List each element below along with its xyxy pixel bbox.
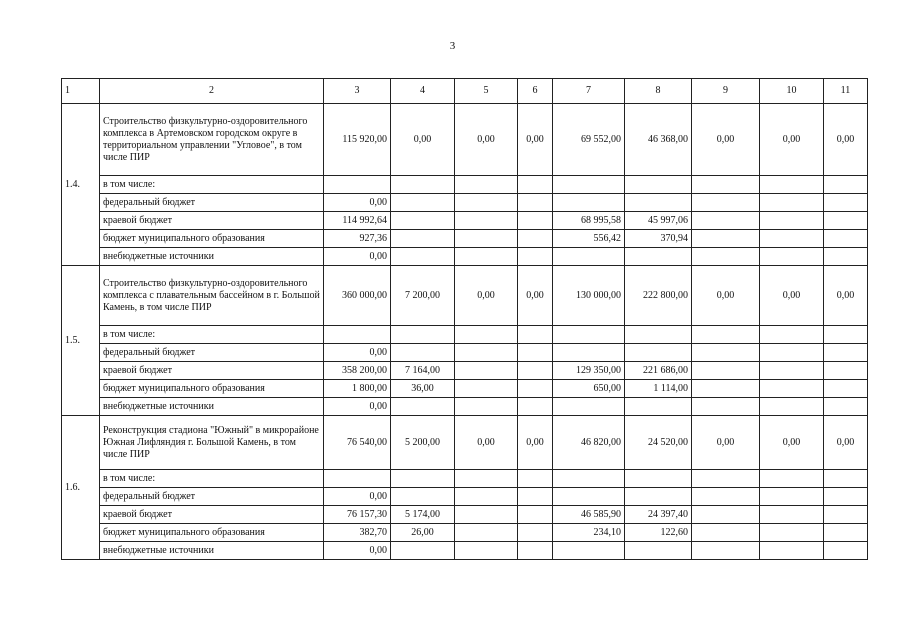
amount-cell — [553, 176, 625, 194]
total-cell: 46 368,00 — [625, 104, 692, 176]
amount-cell — [391, 488, 455, 506]
column-header: 2 — [100, 79, 324, 104]
amount-cell — [824, 194, 868, 212]
amount-cell — [625, 542, 692, 560]
amount-cell — [553, 194, 625, 212]
total-cell: 0,00 — [518, 104, 553, 176]
column-number-row — [62, 79, 868, 104]
amount-cell — [518, 506, 553, 524]
amount-cell — [324, 176, 391, 194]
amount-cell — [760, 380, 824, 398]
amount-cell — [455, 326, 518, 344]
amount-cell — [455, 176, 518, 194]
amount-cell: 0,00 — [324, 488, 391, 506]
amount-cell — [625, 398, 692, 416]
total-cell: 0,00 — [692, 104, 760, 176]
amount-cell — [760, 176, 824, 194]
amount-cell: 36,00 — [391, 380, 455, 398]
amount-cell: 114 992,64 — [324, 212, 391, 230]
amount-cell — [625, 176, 692, 194]
amount-cell — [391, 470, 455, 488]
amount-cell — [692, 398, 760, 416]
total-cell: 0,00 — [391, 104, 455, 176]
funding-source-row — [62, 194, 868, 212]
funding-source-label: федеральный бюджет — [100, 344, 324, 362]
amount-cell — [518, 344, 553, 362]
amount-cell — [518, 488, 553, 506]
column-header: 1 — [62, 79, 100, 104]
funding-source-row — [62, 230, 868, 248]
amount-cell: 234,10 — [553, 524, 625, 542]
amount-cell — [455, 398, 518, 416]
amount-cell — [692, 326, 760, 344]
amount-cell — [455, 230, 518, 248]
column-header: 3 — [324, 79, 391, 104]
amount-cell — [692, 176, 760, 194]
amount-cell — [518, 380, 553, 398]
amount-cell — [455, 506, 518, 524]
total-cell: 222 800,00 — [625, 266, 692, 326]
total-cell: 360 000,00 — [324, 266, 391, 326]
section-index: 1.5. — [62, 266, 100, 416]
amount-cell — [760, 506, 824, 524]
total-cell: 7 200,00 — [391, 266, 455, 326]
amount-cell — [824, 326, 868, 344]
funding-source-label: бюджет муниципального образования — [100, 230, 324, 248]
column-header: 5 — [455, 79, 518, 104]
total-cell: 130 000,00 — [553, 266, 625, 326]
total-cell: 0,00 — [518, 266, 553, 326]
total-cell: 0,00 — [760, 266, 824, 326]
amount-cell — [824, 344, 868, 362]
amount-cell — [824, 398, 868, 416]
total-cell: 0,00 — [824, 266, 868, 326]
section-title: Строительство физкультурно-оздоровительного комплекса в Артемовском городском округе в территориальном управлении "Угловое", в том числе ПИР — [100, 104, 324, 176]
amount-cell: 0,00 — [324, 542, 391, 560]
amount-cell — [824, 362, 868, 380]
amount-cell — [324, 326, 391, 344]
column-header: 9 — [692, 79, 760, 104]
amount-cell: 129 350,00 — [553, 362, 625, 380]
total-cell: 0,00 — [760, 416, 824, 470]
funding-source-row — [62, 248, 868, 266]
amount-cell — [760, 398, 824, 416]
amount-cell — [455, 212, 518, 230]
funding-source-label: федеральный бюджет — [100, 194, 324, 212]
amount-cell: 1 114,00 — [625, 380, 692, 398]
amount-cell: 370,94 — [625, 230, 692, 248]
amount-cell — [760, 362, 824, 380]
amount-cell: 76 157,30 — [324, 506, 391, 524]
funding-source-row — [62, 212, 868, 230]
amount-cell — [760, 524, 824, 542]
amount-cell: 45 997,06 — [625, 212, 692, 230]
funding-source-row — [62, 506, 868, 524]
amount-cell — [692, 380, 760, 398]
amount-cell — [391, 344, 455, 362]
amount-cell — [455, 380, 518, 398]
amount-cell: 1 800,00 — [324, 380, 391, 398]
total-cell: 115 920,00 — [324, 104, 391, 176]
amount-cell — [760, 194, 824, 212]
amount-cell — [824, 176, 868, 194]
amount-cell — [518, 470, 553, 488]
total-cell: 0,00 — [518, 416, 553, 470]
amount-cell — [518, 398, 553, 416]
total-cell: 0,00 — [824, 416, 868, 470]
total-cell: 0,00 — [455, 266, 518, 326]
budget-table — [61, 78, 868, 560]
funding-source-row — [62, 470, 868, 488]
total-cell: 24 520,00 — [625, 416, 692, 470]
amount-cell — [553, 470, 625, 488]
amount-cell: 556,42 — [553, 230, 625, 248]
amount-cell — [625, 488, 692, 506]
amount-cell: 221 686,00 — [625, 362, 692, 380]
amount-cell — [518, 326, 553, 344]
funding-source-label: в том числе: — [100, 326, 324, 344]
funding-source-label: внебюджетные источники — [100, 542, 324, 560]
total-cell: 46 820,00 — [553, 416, 625, 470]
amount-cell — [455, 344, 518, 362]
funding-source-row — [62, 326, 868, 344]
amount-cell — [625, 248, 692, 266]
amount-cell — [455, 542, 518, 560]
section-row — [62, 266, 868, 326]
amount-cell — [760, 326, 824, 344]
amount-cell — [553, 488, 625, 506]
amount-cell — [824, 542, 868, 560]
amount-cell — [692, 470, 760, 488]
funding-source-label: федеральный бюджет — [100, 488, 324, 506]
funding-source-label: краевой бюджет — [100, 506, 324, 524]
amount-cell — [553, 398, 625, 416]
funding-source-row — [62, 524, 868, 542]
amount-cell — [455, 488, 518, 506]
amount-cell: 122,60 — [625, 524, 692, 542]
column-header: 8 — [625, 79, 692, 104]
amount-cell: 358 200,00 — [324, 362, 391, 380]
amount-cell — [391, 176, 455, 194]
amount-cell: 46 585,90 — [553, 506, 625, 524]
amount-cell — [625, 194, 692, 212]
amount-cell — [391, 542, 455, 560]
amount-cell — [760, 470, 824, 488]
amount-cell — [692, 230, 760, 248]
amount-cell — [824, 470, 868, 488]
funding-source-label: краевой бюджет — [100, 362, 324, 380]
amount-cell — [553, 326, 625, 344]
amount-cell — [692, 248, 760, 266]
amount-cell — [455, 362, 518, 380]
amount-cell — [625, 470, 692, 488]
amount-cell — [518, 212, 553, 230]
amount-cell: 68 995,58 — [553, 212, 625, 230]
table-body — [62, 104, 868, 560]
funding-source-row — [62, 344, 868, 362]
amount-cell: 0,00 — [324, 248, 391, 266]
total-cell: 0,00 — [824, 104, 868, 176]
total-cell: 0,00 — [455, 416, 518, 470]
funding-source-row — [62, 176, 868, 194]
amount-cell — [692, 362, 760, 380]
funding-source-label: бюджет муниципального образования — [100, 524, 324, 542]
amount-cell — [692, 344, 760, 362]
amount-cell — [824, 212, 868, 230]
funding-source-label: бюджет муниципального образования — [100, 380, 324, 398]
amount-cell — [518, 542, 553, 560]
funding-source-label: внебюджетные источники — [100, 248, 324, 266]
amount-cell — [625, 326, 692, 344]
section-index: 1.4. — [62, 104, 100, 266]
amount-cell — [391, 194, 455, 212]
amount-cell — [824, 248, 868, 266]
amount-cell — [553, 542, 625, 560]
amount-cell — [455, 248, 518, 266]
funding-source-row — [62, 398, 868, 416]
funding-source-row — [62, 542, 868, 560]
column-header: 4 — [391, 79, 455, 104]
amount-cell — [760, 212, 824, 230]
amount-cell: 7 164,00 — [391, 362, 455, 380]
amount-cell — [824, 524, 868, 542]
amount-cell — [692, 524, 760, 542]
amount-cell: 0,00 — [324, 344, 391, 362]
total-cell: 5 200,00 — [391, 416, 455, 470]
section-index: 1.6. — [62, 416, 100, 560]
amount-cell — [518, 524, 553, 542]
amount-cell: 0,00 — [324, 398, 391, 416]
amount-cell: 26,00 — [391, 524, 455, 542]
total-cell: 0,00 — [760, 104, 824, 176]
amount-cell: 24 397,40 — [625, 506, 692, 524]
amount-cell — [692, 488, 760, 506]
amount-cell — [455, 194, 518, 212]
amount-cell: 5 174,00 — [391, 506, 455, 524]
column-header: 6 — [518, 79, 553, 104]
amount-cell — [518, 362, 553, 380]
amount-cell — [692, 506, 760, 524]
amount-cell — [391, 212, 455, 230]
total-cell: 0,00 — [692, 416, 760, 470]
amount-cell — [391, 398, 455, 416]
amount-cell — [824, 380, 868, 398]
amount-cell — [760, 488, 824, 506]
amount-cell — [518, 176, 553, 194]
funding-source-row — [62, 380, 868, 398]
amount-cell — [760, 542, 824, 560]
amount-cell — [692, 542, 760, 560]
amount-cell: 382,70 — [324, 524, 391, 542]
funding-source-label: в том числе: — [100, 470, 324, 488]
amount-cell — [824, 488, 868, 506]
amount-cell — [518, 248, 553, 266]
amount-cell — [455, 470, 518, 488]
amount-cell — [391, 230, 455, 248]
page-number: 3 — [449, 40, 456, 52]
amount-cell — [824, 506, 868, 524]
amount-cell: 0,00 — [324, 194, 391, 212]
amount-cell — [518, 230, 553, 248]
section-title: Реконструкция стадиона "Южный" в микрорайоне Южная Лифляндия г. Большой Камень, в том числе ПИР — [100, 416, 324, 470]
amount-cell — [518, 194, 553, 212]
amount-cell — [692, 212, 760, 230]
amount-cell — [391, 326, 455, 344]
amount-cell — [824, 230, 868, 248]
section-row — [62, 104, 868, 176]
amount-cell: 927,36 — [324, 230, 391, 248]
amount-cell — [692, 194, 760, 212]
total-cell: 69 552,00 — [553, 104, 625, 176]
column-header: 11 — [824, 79, 868, 104]
funding-source-row — [62, 488, 868, 506]
amount-cell — [553, 248, 625, 266]
section-title: Строительство физкультурно-оздоровительного комплекса с плавательным бассейном в г. Большой Камень, в том числе ПИР — [100, 266, 324, 326]
column-header: 7 — [553, 79, 625, 104]
funding-source-label: в том числе: — [100, 176, 324, 194]
amount-cell — [391, 248, 455, 266]
funding-source-label: внебюджетные источники — [100, 398, 324, 416]
amount-cell: 650,00 — [553, 380, 625, 398]
total-cell: 0,00 — [455, 104, 518, 176]
amount-cell — [760, 344, 824, 362]
amount-cell — [760, 230, 824, 248]
amount-cell — [324, 470, 391, 488]
amount-cell — [760, 248, 824, 266]
total-cell: 76 540,00 — [324, 416, 391, 470]
funding-source-row — [62, 362, 868, 380]
section-row — [62, 416, 868, 470]
total-cell: 0,00 — [692, 266, 760, 326]
column-header: 10 — [760, 79, 824, 104]
amount-cell — [625, 344, 692, 362]
amount-cell — [455, 524, 518, 542]
amount-cell — [553, 344, 625, 362]
funding-source-label: краевой бюджет — [100, 212, 324, 230]
